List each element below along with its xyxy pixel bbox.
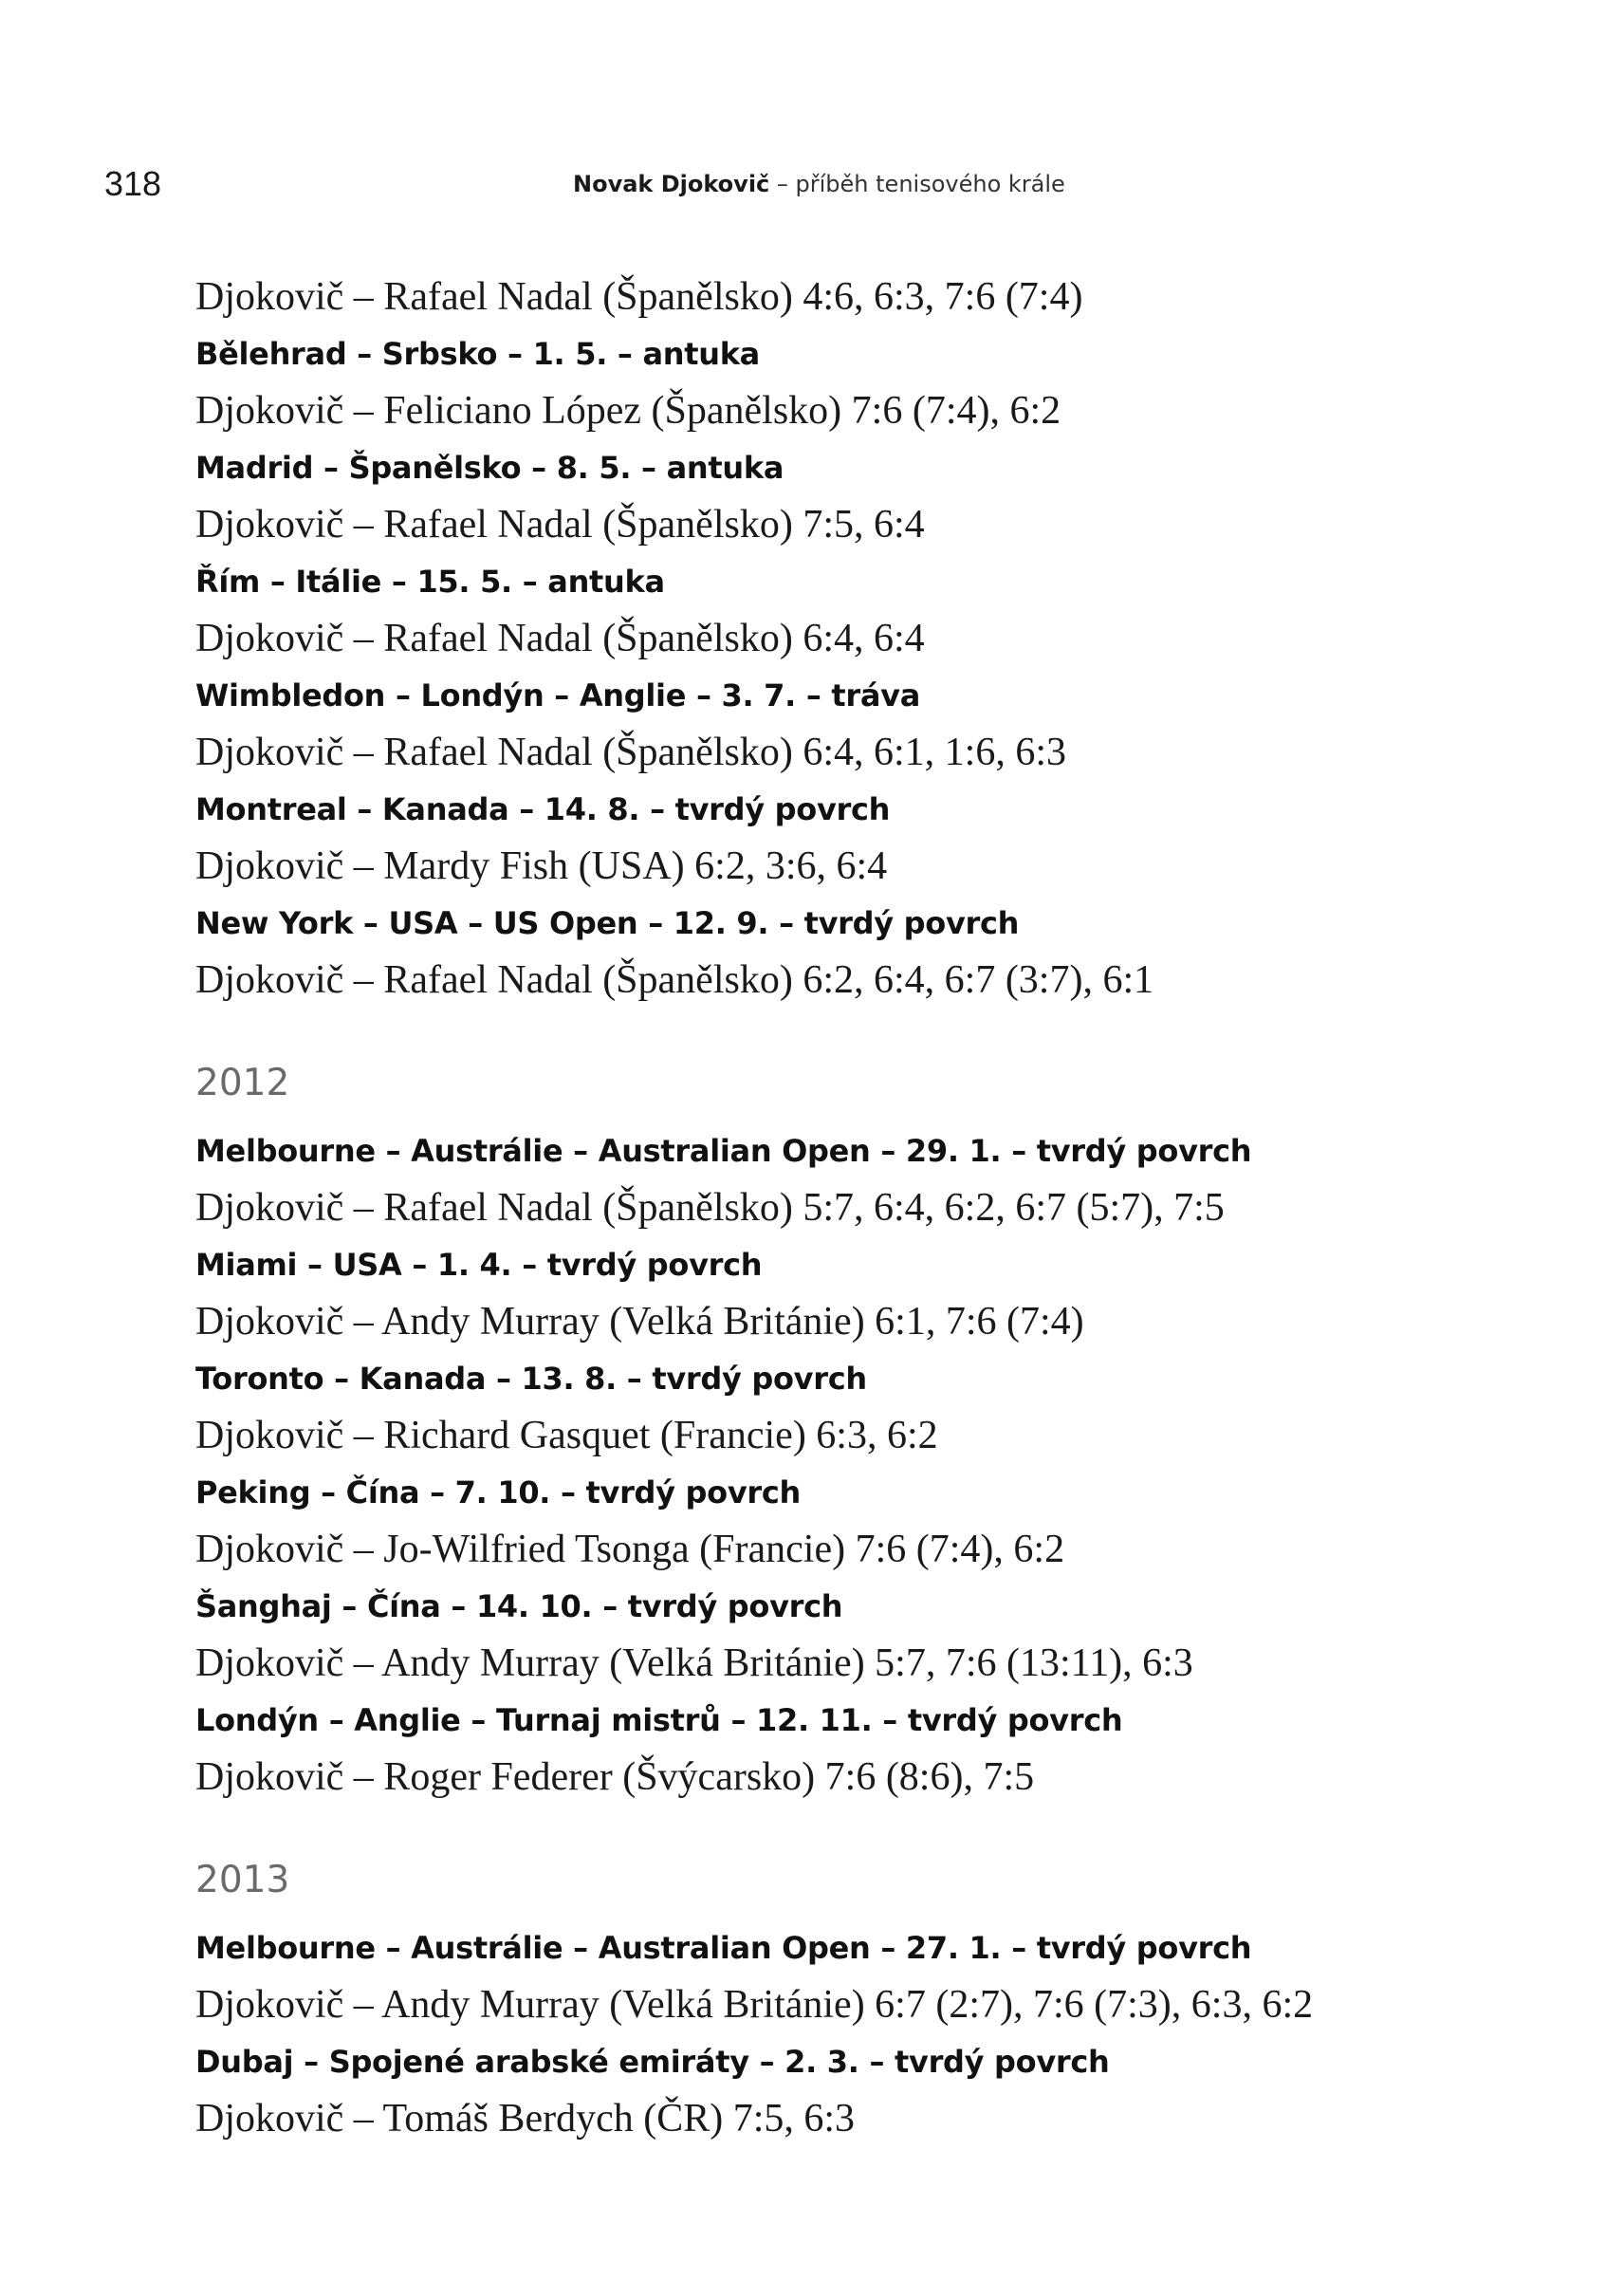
tournament-line: Řím – Itálie – 15. 5. – antuka	[195, 564, 665, 600]
results-list	[195, 266, 1523, 2150]
tournament-line: Melbourne – Austrálie – Australian Open – 27. 1. – tvrdý povrch	[195, 1930, 1252, 1966]
match-result: Djokovič – Rafael Nadal (Španělsko) 6:4, 6:4	[195, 617, 925, 660]
match-result: Djokovič – Feliciano López (Španělsko) 7:6 (7:4), 6:2	[195, 389, 1061, 433]
tournament-line: Melbourne – Austrálie – Australian Open – 29. 1. – tvrdý povrch	[195, 1133, 1252, 1169]
book-title: Novak Djokovič	[573, 171, 770, 197]
tournament-line: Londýn – Anglie – Turnaj mistrů – 12. 11. – tvrdý povrch	[195, 1702, 1123, 1738]
tournament-line: New York – USA – US Open – 12. 9. – tvrdý povrch	[195, 905, 1020, 941]
tournament-line: Madrid – Španělsko – 8. 5. – antuka	[195, 450, 784, 486]
tournament-line: Wimbledon – Londýn – Anglie – 3. 7. – tráva	[195, 677, 920, 714]
running-head	[573, 167, 1065, 201]
match-result: Djokovič – Roger Federer (Švýcarsko) 7:6 (8:6), 7:5	[195, 1755, 1035, 1799]
year-heading: 2012	[195, 1062, 290, 1104]
page-number: 318	[104, 164, 162, 203]
tournament-line: Montreal – Kanada – 14. 8. – tvrdý povrch	[195, 791, 891, 827]
match-result: Djokovič – Richard Gasquet (Francie) 6:3, 6:2	[195, 1414, 938, 1457]
match-result: Djokovič – Rafael Nadal (Španělsko) 7:5, 6:4	[195, 503, 925, 547]
year-section	[195, 266, 1523, 1011]
book-subtitle: – příběh tenisového krále	[769, 171, 1065, 197]
match-result: Djokovič – Rafael Nadal (Španělsko) 6:2, 6:4, 6:7 (3:7), 6:1	[195, 958, 1154, 1002]
year-section	[195, 1059, 1523, 1808]
tournament-line: Peking – Čína – 7. 10. – tvrdý povrch	[195, 1474, 802, 1511]
tournament-line: Dubaj – Spojené arabské emiráty – 2. 3. – tvrdý povrch	[195, 2044, 1110, 2080]
match-result: Djokovič – Rafael Nadal (Španělsko) 6:4, 6:1, 1:6, 6:3	[195, 731, 1066, 774]
match-result: Djokovič – Mardy Fish (USA) 6:2, 3:6, 6:4	[195, 844, 888, 888]
match-result: Djokovič – Andy Murray (Velká Británie) 6:7 (2:7), 7:6 (7:3), 6:3, 6:2	[195, 1983, 1314, 2027]
year-section	[195, 1856, 1523, 2150]
year-heading: 2013	[195, 1859, 290, 1901]
match-result: Djokovič – Tomáš Berdych (ČR) 7:5, 6:3	[195, 2097, 856, 2141]
tournament-line: Miami – USA – 1. 4. – tvrdý povrch	[195, 1247, 763, 1283]
match-result: Djokovič – Jo-Wilfried Tsonga (Francie) 7:6 (7:4), 6:2	[195, 1528, 1065, 1571]
match-result: Djokovič – Andy Murray (Velká Británie) 6:1, 7:6 (7:4)	[195, 1300, 1084, 1344]
match-result: Djokovič – Rafael Nadal (Španělsko) 5:7, 6:4, 6:2, 6:7 (5:7), 7:5	[195, 1186, 1225, 1230]
tournament-line: Toronto – Kanada – 13. 8. – tvrdý povrch	[195, 1361, 867, 1397]
match-result: Djokovič – Rafael Nadal (Španělsko) 4:6, 6:3, 7:6 (7:4)	[195, 275, 1083, 319]
page-header	[0, 161, 1624, 207]
match-result: Djokovič – Andy Murray (Velká Británie) 5:7, 7:6 (13:11), 6:3	[195, 1641, 1193, 1685]
tournament-line: Bělehrad – Srbsko – 1. 5. – antuka	[195, 336, 760, 372]
tournament-line: Šanghaj – Čína – 14. 10. – tvrdý povrch	[195, 1588, 843, 1624]
